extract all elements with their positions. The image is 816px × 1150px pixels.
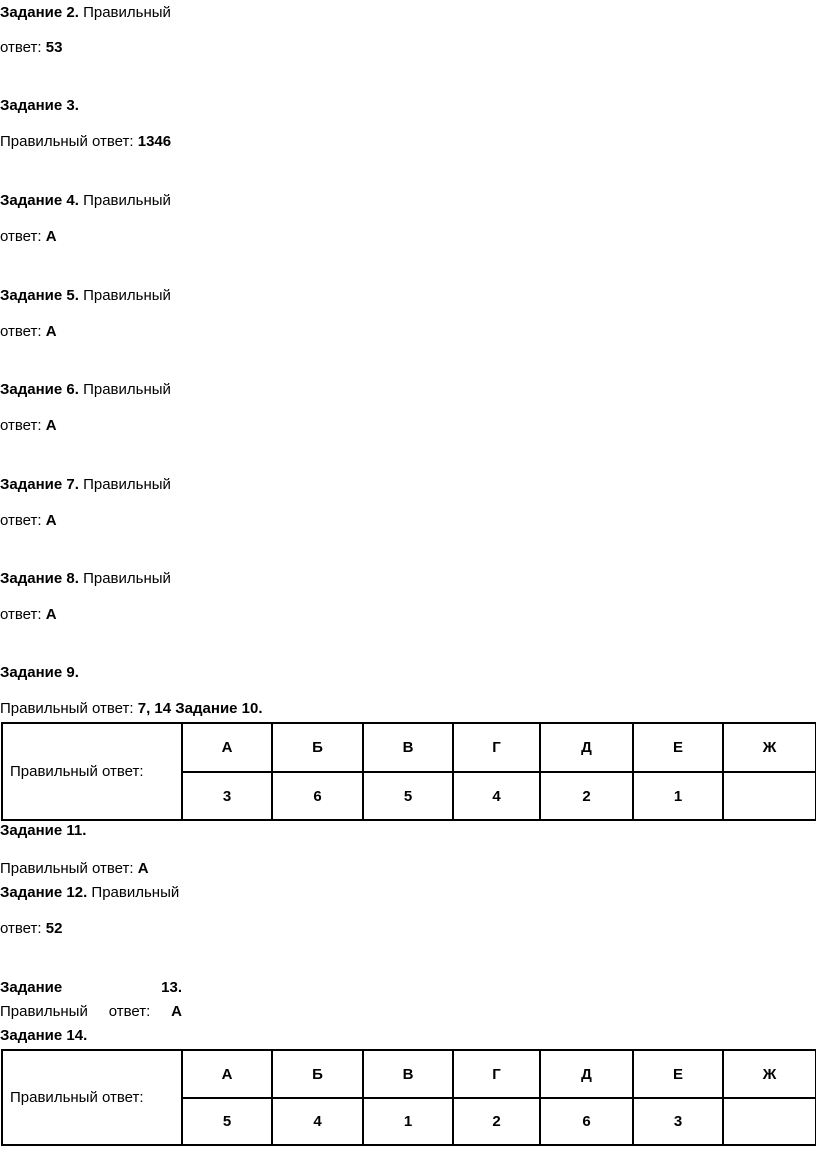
task13-title-number: 13. xyxy=(161,979,182,996)
task4-answer-label: Правильный xyxy=(83,192,171,209)
task4-title: Задание 4. xyxy=(0,192,79,209)
task13-answer-word2: ответ: xyxy=(108,1003,151,1020)
task9-title: Задание 9. xyxy=(0,664,79,681)
task14-header-cell: А xyxy=(182,1050,272,1098)
task10-header-cell: Б xyxy=(272,723,363,772)
task6-heading xyxy=(0,381,171,399)
task3-answer-line xyxy=(0,133,171,151)
task14-value-cell xyxy=(723,1098,816,1145)
task8-answer-label: Правильный xyxy=(83,570,171,587)
task14-header-cell: Д xyxy=(540,1050,633,1098)
task5-heading xyxy=(0,287,171,305)
task14-value-cell: 2 xyxy=(453,1098,540,1145)
task8-answer-prefix: ответ: xyxy=(0,606,42,623)
task10-header-cell: В xyxy=(363,723,453,772)
task8-answer-line xyxy=(0,606,57,624)
task12-answer-label: Правильный xyxy=(91,884,180,901)
task12-answer: 52 xyxy=(45,920,63,937)
task6-answer-prefix: ответ: xyxy=(0,417,42,434)
task5-answer-label: Правильный xyxy=(83,287,171,304)
task12-answer-prefix: ответ: xyxy=(0,920,42,937)
task11-title: Задание 11. xyxy=(0,822,87,839)
task3-answer-label: Правильный ответ: xyxy=(0,133,134,150)
task14-header-cell: Б xyxy=(272,1050,363,1098)
task2-answer: 53 xyxy=(45,39,63,56)
task9-answer: 7, 14 xyxy=(137,700,172,717)
task13-heading xyxy=(0,979,182,997)
task13-title-word: Задание xyxy=(0,979,63,996)
task5-answer: А xyxy=(45,323,57,340)
task8-answer: А xyxy=(45,606,57,623)
task5-answer-line xyxy=(0,323,57,341)
task12-heading xyxy=(0,884,179,902)
task14-header-cell: Е xyxy=(633,1050,723,1098)
task14-value-cell: 4 xyxy=(272,1098,363,1145)
task14-value-cell: 1 xyxy=(363,1098,453,1145)
task10-value-cell: 2 xyxy=(540,772,633,820)
task2-heading xyxy=(0,4,171,22)
task10-answer-table xyxy=(1,722,816,821)
task4-heading xyxy=(0,192,171,210)
task5-title: Задание 5. xyxy=(0,287,79,304)
task14-answer-table xyxy=(1,1049,816,1146)
task3-title: Задание 3. xyxy=(0,97,79,114)
task14-value-cell: 5 xyxy=(182,1098,272,1145)
task12-answer-line xyxy=(0,920,62,938)
task2-answer-prefix: ответ: xyxy=(0,39,42,56)
task7-title: Задание 7. xyxy=(0,476,79,493)
task10-header-cell: Е xyxy=(633,723,723,772)
task9-answer-label: Правильный ответ: xyxy=(0,700,134,717)
task14-value-cell: 3 xyxy=(633,1098,723,1145)
task10-value-cell: 4 xyxy=(453,772,540,820)
task4-answer-line xyxy=(0,228,57,246)
task2-title: Задание 2. xyxy=(0,4,79,21)
task13-answer-word1: Правильный xyxy=(0,1003,88,1020)
task13-answer-line xyxy=(0,1003,182,1021)
task14-title: Задание 14. xyxy=(0,1027,88,1044)
task10-header-cell: А xyxy=(182,723,272,772)
task8-heading xyxy=(0,570,171,588)
task10-row-label: Правильный ответ: xyxy=(2,723,182,820)
task8-title: Задание 8. xyxy=(0,570,79,587)
task11-answer-label: Правильный ответ: xyxy=(0,860,134,877)
task7-answer-prefix: ответ: xyxy=(0,512,42,529)
task5-answer-prefix: ответ: xyxy=(0,323,42,340)
task10-value-cell: 5 xyxy=(363,772,453,820)
task11-answer-line xyxy=(0,860,149,878)
task2-answer-label: Правильный xyxy=(83,4,171,21)
task7-answer-label: Правильный xyxy=(83,476,171,493)
task3-answer: 1346 xyxy=(137,133,172,150)
task4-answer-prefix: ответ: xyxy=(0,228,42,245)
task6-answer-label: Правильный xyxy=(83,381,171,398)
task10-header-cell: Ж xyxy=(723,723,816,772)
task7-answer-line xyxy=(0,512,57,530)
task12-title: Задание 12. xyxy=(0,884,88,901)
task7-answer: А xyxy=(45,512,57,529)
task10-value-cell: 1 xyxy=(633,772,723,820)
task14-row-label: Правильный ответ: xyxy=(2,1050,182,1145)
task14-header-cell: Г xyxy=(453,1050,540,1098)
task14-header-cell: В xyxy=(363,1050,453,1098)
task11-answer: А xyxy=(137,860,149,877)
task10-header-cell: Д xyxy=(540,723,633,772)
task6-answer-line xyxy=(0,417,57,435)
task2-answer-line xyxy=(0,39,62,57)
task6-answer: А xyxy=(45,417,57,434)
task7-heading xyxy=(0,476,171,494)
task13-answer: А xyxy=(171,1003,182,1020)
task6-title: Задание 6. xyxy=(0,381,79,398)
task4-answer: А xyxy=(45,228,57,245)
task10-value-cell: 3 xyxy=(182,772,272,820)
task14-value-cell: 6 xyxy=(540,1098,633,1145)
task10-header-cell: Г xyxy=(453,723,540,772)
task10-title: Задание 10. xyxy=(175,700,263,717)
task14-header-cell: Ж xyxy=(723,1050,816,1098)
task10-value-cell: 6 xyxy=(272,772,363,820)
task10-value-cell xyxy=(723,772,816,820)
task9-answer-line xyxy=(0,700,263,718)
